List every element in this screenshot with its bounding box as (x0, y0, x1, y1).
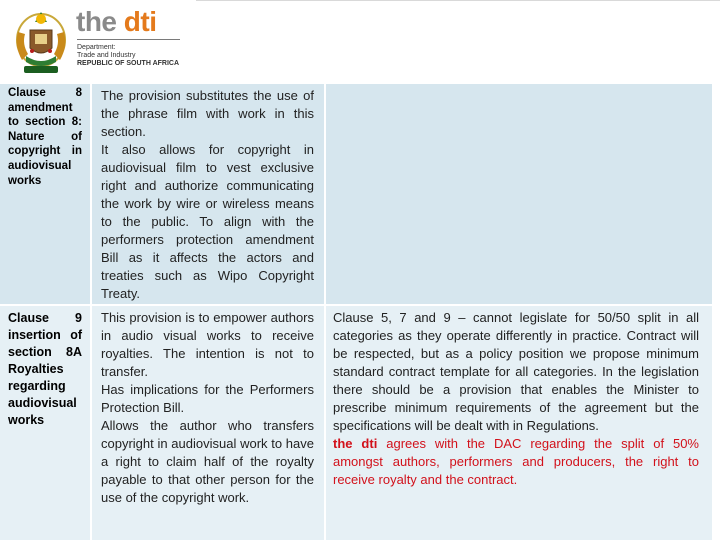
logo-divider (77, 39, 180, 40)
table-row (0, 306, 712, 540)
clause-text: Clause 9 insertion of section 8A Royalties regarding audiovisual works (8, 311, 82, 427)
org-line: Trade and Industry (77, 52, 136, 59)
comment-cell (326, 84, 712, 304)
logo-subtitle (77, 44, 179, 68)
logo-dti: dti (123, 6, 157, 37)
comment-highlight (333, 435, 699, 489)
description-text (101, 87, 314, 303)
page-header (0, 0, 720, 84)
description-cell (92, 84, 324, 304)
description-paragraph: This provision is to empower authors in audio visual works to receive royalties. The intention is not to transfer. (101, 310, 314, 379)
coat-of-arms-icon (12, 6, 70, 78)
description-paragraph: The provision substitutes the use of the phrase film with work in this section. (101, 88, 314, 139)
clause-cell (0, 306, 90, 540)
description-text (101, 309, 314, 507)
department-line: Department: (77, 44, 116, 51)
clause-cell (0, 84, 90, 304)
description-paragraph: Allows the author who transfers copyright in audiovisual work to have a right to claim half of the royalty payable to that other person for the use of the copyright work. (101, 418, 314, 505)
comment-highlight-bold: the dti (333, 436, 378, 451)
dti-logo-wordmark (76, 4, 157, 40)
comment-text (333, 309, 699, 489)
table-row (0, 84, 712, 304)
comment-highlight-rest: agrees with the DAC regarding the split of 50% amongst authors, performers and producers, the right to receive royalty and the contract. (333, 436, 699, 487)
description-paragraph: Has implications for the Performers Protection Bill. (101, 382, 314, 415)
clause-text: Clause 8 amendment to section 8: Nature of copyright in audiovisual works (8, 87, 82, 187)
comment-cell (326, 306, 712, 540)
comment-paragraph: Clause 5, 7 and 9 – cannot legislate for 50/50 split in all categories as they operate differently in practice. Contract will be respected, but as a policy position we propose minimum standard contract template for all categories. In the legislation there should be a provision that enables the Minister to prescribe minimum requirements of the agreement but the specifications will be dealt with in Regulations. (333, 310, 699, 433)
country-line: REPUBLIC OF SOUTH AFRICA (77, 60, 180, 67)
description-paragraph: It also allows for copyright in audiovisual film to vest exclusive right and authorize communicating the work by wire or wireless means to the public. To align with the performers protection amendment Bill as it affects the actors and treaties such as Wipo Copyright Treaty. (101, 142, 314, 301)
description-cell (92, 306, 324, 540)
header-top-rule (196, 0, 720, 1)
logo-the: the (76, 6, 117, 37)
comments-table (0, 84, 712, 540)
